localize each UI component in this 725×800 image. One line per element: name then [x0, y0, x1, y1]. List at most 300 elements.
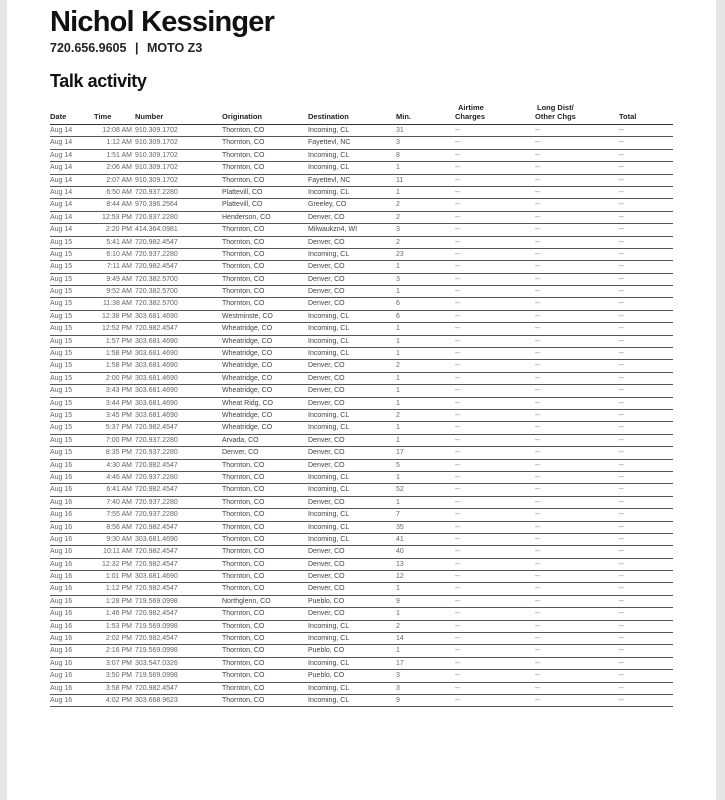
- cell-destination: Incoming, CL: [308, 696, 350, 704]
- cell-date: Aug 16: [50, 610, 73, 618]
- cell-origination: Thornton, CO: [222, 139, 265, 147]
- cell-total: --: [619, 684, 624, 692]
- cell-total: --: [619, 350, 624, 358]
- cell-origination: Thornton, CO: [222, 523, 265, 531]
- cell-number: 303.681.4690: [135, 573, 178, 581]
- table-body: [50, 125, 673, 707]
- cell-airtime-charges: --: [455, 659, 460, 667]
- cell-time: 12:38 PM: [102, 312, 132, 320]
- cell-airtime-charges: --: [455, 449, 460, 457]
- cell-number: 720.982.4547: [135, 238, 178, 246]
- cell-destination: Denver, CO: [308, 461, 345, 469]
- cell-origination: Thornton, CO: [222, 127, 265, 134]
- cell-airtime-charges: --: [455, 696, 460, 704]
- cell-minutes: 2: [396, 411, 400, 419]
- cell-minutes: 41: [396, 535, 404, 543]
- cell-origination: Thornton, CO: [222, 275, 265, 283]
- cell-destination: Incoming, CL: [308, 127, 350, 134]
- cell-destination: Fayettevl, NC: [308, 139, 351, 147]
- cell-origination: Thornton, CO: [222, 672, 265, 680]
- table-row: [50, 162, 673, 174]
- cell-minutes: 3: [396, 672, 400, 680]
- cell-minutes: 1: [396, 585, 400, 593]
- cell-date: Aug 15: [50, 300, 73, 308]
- cell-time: 9:49 AM: [106, 275, 132, 283]
- cell-number: 720.982.4547: [135, 684, 178, 692]
- cell-total: --: [619, 696, 624, 704]
- table-row: [50, 683, 673, 695]
- column-header-origination: Origination: [222, 112, 262, 121]
- cell-date: Aug 16: [50, 597, 73, 605]
- cell-origination: Wheatridge, CO: [222, 325, 273, 333]
- cell-origination: Thornton, CO: [222, 696, 265, 704]
- cell-total: --: [619, 188, 624, 196]
- cell-number: 720.982.4547: [135, 325, 178, 333]
- cell-time: 2:00 PM: [105, 374, 132, 382]
- cell-number: 720.982.4547: [135, 523, 178, 531]
- cell-destination: Incoming, CL: [308, 312, 350, 320]
- cell-total: --: [619, 238, 624, 246]
- cell-destination: Incoming, CL: [308, 535, 350, 543]
- cell-origination: Northglenn, CO: [222, 597, 271, 605]
- cell-number: 303.668.9623: [135, 696, 178, 704]
- table-row: [50, 658, 673, 670]
- cell-minutes: 1: [396, 263, 400, 271]
- cell-origination: Thornton, CO: [222, 610, 265, 618]
- cell-total: --: [619, 486, 624, 494]
- cell-time: 5:37 PM: [105, 424, 132, 432]
- cell-airtime-charges: --: [455, 350, 460, 358]
- cell-long-dist-charges: --: [535, 312, 540, 320]
- cell-long-dist-charges: --: [535, 151, 540, 159]
- cell-airtime-charges: --: [455, 473, 460, 481]
- table-row: [50, 274, 673, 286]
- cell-long-dist-charges: --: [535, 498, 540, 506]
- cell-time: 8:56 AM: [106, 523, 132, 531]
- cell-long-dist-charges: --: [535, 263, 540, 271]
- table-row: [50, 224, 673, 236]
- cell-total: --: [619, 597, 624, 605]
- cell-time: 1:51 AM: [106, 151, 132, 159]
- cell-long-dist-charges: --: [535, 201, 540, 209]
- cell-origination: Thornton, CO: [222, 473, 265, 481]
- cell-total: --: [619, 610, 624, 618]
- cell-number: 303.681.4690: [135, 535, 178, 543]
- cell-date: Aug 15: [50, 350, 73, 358]
- cell-destination: Incoming, CL: [308, 325, 350, 333]
- cell-airtime-charges: --: [455, 238, 460, 246]
- cell-time: 1:58 PM: [105, 350, 132, 358]
- cell-airtime-charges: --: [455, 424, 460, 432]
- cell-time: 1:28 PM: [105, 597, 132, 605]
- cell-airtime-charges: --: [455, 573, 460, 581]
- cell-airtime-charges: --: [455, 635, 460, 643]
- cell-origination: Thornton, CO: [222, 560, 265, 568]
- cell-long-dist-charges: --: [535, 610, 540, 618]
- cell-long-dist-charges: --: [535, 325, 540, 333]
- cell-destination: Incoming, CL: [308, 635, 350, 643]
- cell-minutes: 11: [396, 176, 404, 184]
- table-row: [50, 695, 673, 707]
- cell-total: --: [619, 399, 624, 407]
- cell-airtime-charges: --: [455, 622, 460, 630]
- cell-destination: Incoming, CL: [308, 424, 350, 432]
- cell-destination: Denver, CO: [308, 560, 345, 568]
- cell-airtime-charges: --: [455, 523, 460, 531]
- cell-destination: Incoming, CL: [308, 523, 350, 531]
- cell-destination: Denver, CO: [308, 288, 345, 296]
- cell-minutes: 1: [396, 387, 400, 395]
- table-row: [50, 534, 673, 546]
- table-row: [50, 298, 673, 310]
- cell-time: 1:01 PM: [105, 573, 132, 581]
- cell-destination: Denver, CO: [308, 362, 345, 370]
- cell-date: Aug 14: [50, 188, 73, 196]
- cell-time: 7:40 AM: [106, 498, 132, 506]
- column-header-time: Time: [94, 112, 112, 121]
- cell-total: --: [619, 523, 624, 531]
- cell-long-dist-charges: --: [535, 411, 540, 419]
- cell-date: Aug 16: [50, 659, 73, 667]
- cell-number: 303.681.4690: [135, 411, 178, 419]
- cell-airtime-charges: --: [455, 411, 460, 419]
- cell-total: --: [619, 659, 624, 667]
- cell-airtime-charges: --: [455, 387, 460, 395]
- cell-origination: Plattevill, CO: [222, 201, 263, 209]
- cell-time: 4:02 PM: [105, 696, 132, 704]
- cell-long-dist-charges: --: [535, 548, 540, 556]
- cell-destination: Incoming, CL: [308, 337, 350, 345]
- cell-destination: Denver, CO: [308, 238, 345, 246]
- cell-total: --: [619, 139, 624, 147]
- cell-destination: Incoming, CL: [308, 684, 350, 692]
- cell-date: Aug 16: [50, 672, 73, 680]
- cell-time: 6:41 AM: [106, 486, 132, 494]
- cell-origination: Denver, CO: [222, 449, 259, 457]
- cell-minutes: 1: [396, 288, 400, 296]
- cell-time: 1:53 PM: [105, 622, 132, 630]
- cell-total: --: [619, 250, 624, 258]
- cell-time: 1:58 PM: [105, 362, 132, 370]
- cell-date: Aug 16: [50, 523, 73, 531]
- cell-total: --: [619, 473, 624, 481]
- cell-long-dist-charges: --: [535, 362, 540, 370]
- cell-total: --: [619, 226, 624, 234]
- cell-date: Aug 16: [50, 511, 73, 519]
- cell-date: Aug 14: [50, 201, 73, 209]
- cell-number: 719.569.0998: [135, 672, 178, 680]
- cell-time: 1:12 PM: [105, 585, 132, 593]
- table-row: [50, 398, 673, 410]
- cell-destination: Denver, CO: [308, 263, 345, 271]
- cell-total: --: [619, 548, 624, 556]
- cell-long-dist-charges: --: [535, 535, 540, 543]
- cell-date: Aug 16: [50, 684, 73, 692]
- table-row: [50, 410, 673, 422]
- cell-total: --: [619, 288, 624, 296]
- cell-number: 720.937.2280: [135, 213, 178, 221]
- table-row: [50, 336, 673, 348]
- cell-time: 3:07 PM: [105, 659, 132, 667]
- cell-time: 3:43 PM: [105, 387, 132, 395]
- cell-long-dist-charges: --: [535, 164, 540, 172]
- cell-number: 720.982.4547: [135, 635, 178, 643]
- cell-long-dist-charges: --: [535, 511, 540, 519]
- cell-time: 2:02 PM: [105, 635, 132, 643]
- table-row: [50, 373, 673, 385]
- cell-date: Aug 15: [50, 325, 73, 333]
- cell-date: Aug 15: [50, 399, 73, 407]
- cell-airtime-charges: --: [455, 127, 460, 134]
- cell-number: 720.982.4547: [135, 560, 178, 568]
- cell-date: Aug 14: [50, 176, 73, 184]
- cell-total: --: [619, 498, 624, 506]
- cell-date: Aug 16: [50, 635, 73, 643]
- cell-number: 303.547.0326: [135, 659, 178, 667]
- cell-time: 6:10 AM: [106, 250, 132, 258]
- cell-long-dist-charges: --: [535, 486, 540, 494]
- cell-number: 720.982.4547: [135, 424, 178, 432]
- cell-destination: Denver, CO: [308, 498, 345, 506]
- cell-airtime-charges: --: [455, 647, 460, 655]
- cell-total: --: [619, 164, 624, 172]
- cell-long-dist-charges: --: [535, 424, 540, 432]
- cell-airtime-charges: --: [455, 139, 460, 147]
- cell-origination: Wheatridge, CO: [222, 362, 273, 370]
- cell-minutes: 1: [396, 424, 400, 432]
- cell-long-dist-charges: --: [535, 275, 540, 283]
- cell-time: 11:38 AM: [102, 300, 132, 308]
- cell-origination: Wheatridge, CO: [222, 411, 273, 419]
- cell-date: Aug 15: [50, 288, 73, 296]
- cell-date: Aug 16: [50, 486, 73, 494]
- cell-total: --: [619, 127, 624, 134]
- cell-time: 12:08 AM: [102, 127, 132, 134]
- cell-long-dist-charges: --: [535, 213, 540, 221]
- cell-airtime-charges: --: [455, 176, 460, 184]
- cell-long-dist-charges: --: [535, 300, 540, 308]
- long-dist-line-1: Long Dist/: [537, 103, 574, 112]
- cell-long-dist-charges: --: [535, 560, 540, 568]
- table-row: [50, 187, 673, 199]
- cell-total: --: [619, 362, 624, 370]
- cell-number: 719.569.0998: [135, 647, 178, 655]
- column-header-long-dist: [535, 103, 576, 121]
- cell-minutes: 7: [396, 511, 400, 519]
- cell-destination: Denver, CO: [308, 399, 345, 407]
- cell-destination: Denver, CO: [308, 548, 345, 556]
- cell-date: Aug 15: [50, 449, 73, 457]
- cell-time: 2:16 PM: [105, 647, 132, 655]
- cell-total: --: [619, 647, 624, 655]
- cell-airtime-charges: --: [455, 597, 460, 605]
- cell-origination: Thornton, CO: [222, 635, 265, 643]
- cell-airtime-charges: --: [455, 374, 460, 382]
- cell-destination: Incoming, CL: [308, 486, 350, 494]
- cell-airtime-charges: --: [455, 436, 460, 444]
- cell-number: 720.937.2280: [135, 436, 178, 444]
- cell-origination: Thornton, CO: [222, 164, 265, 172]
- cell-destination: Incoming, CL: [308, 622, 350, 630]
- cell-date: Aug 15: [50, 362, 73, 370]
- cell-long-dist-charges: --: [535, 473, 540, 481]
- cell-minutes: 17: [396, 659, 404, 667]
- section-title: Talk activity: [50, 71, 147, 91]
- cell-long-dist-charges: --: [535, 350, 540, 358]
- cell-origination: Wheat Ridg, CO: [222, 399, 273, 407]
- cell-total: --: [619, 387, 624, 395]
- cell-minutes: 1: [396, 399, 400, 407]
- cell-long-dist-charges: --: [535, 226, 540, 234]
- cell-long-dist-charges: --: [535, 585, 540, 593]
- cell-origination: Thornton, CO: [222, 151, 265, 159]
- cell-number: 720.382.5700: [135, 300, 178, 308]
- table-row: [50, 546, 673, 558]
- cell-origination: Thornton, CO: [222, 461, 265, 469]
- cell-minutes: 2: [396, 238, 400, 246]
- cell-airtime-charges: --: [455, 288, 460, 296]
- cell-minutes: 17: [396, 449, 404, 457]
- cell-minutes: 1: [396, 374, 400, 382]
- cell-time: 9:30 AM: [106, 535, 132, 543]
- table-row: [50, 435, 673, 447]
- cell-time: 2:20 PM: [105, 226, 132, 234]
- table-row: [50, 125, 673, 137]
- cell-origination: Arvada, CO: [222, 436, 259, 444]
- cell-total: --: [619, 635, 624, 643]
- cell-number: 720.982.4547: [135, 461, 178, 469]
- cell-minutes: 9: [396, 696, 400, 704]
- talk-activity-table: [50, 98, 673, 707]
- cell-number: 719.569.0998: [135, 597, 178, 605]
- cell-time: 12:52 PM: [102, 325, 132, 333]
- cell-date: Aug 16: [50, 573, 73, 581]
- cell-destination: Pueblo, CO: [308, 647, 345, 655]
- table-row: [50, 150, 673, 162]
- cell-date: Aug 16: [50, 535, 73, 543]
- cell-number: 303.681.4690: [135, 362, 178, 370]
- cell-total: --: [619, 424, 624, 432]
- cell-long-dist-charges: --: [535, 597, 540, 605]
- cell-total: --: [619, 151, 624, 159]
- cell-airtime-charges: --: [455, 585, 460, 593]
- cell-origination: Thornton, CO: [222, 498, 265, 506]
- cell-date: Aug 15: [50, 374, 73, 382]
- cell-total: --: [619, 275, 624, 283]
- cell-origination: Thornton, CO: [222, 548, 265, 556]
- cell-minutes: 3: [396, 684, 400, 692]
- cell-destination: Milwaukzn4, WI: [308, 226, 358, 234]
- cell-origination: Thornton, CO: [222, 263, 265, 271]
- cell-origination: Henderson, CO: [222, 213, 271, 221]
- cell-total: --: [619, 535, 624, 543]
- cell-date: Aug 15: [50, 250, 73, 258]
- cell-date: Aug 16: [50, 548, 73, 556]
- cell-destination: Denver, CO: [308, 275, 345, 283]
- cell-airtime-charges: --: [455, 250, 460, 258]
- cell-total: --: [619, 374, 624, 382]
- cell-minutes: 1: [396, 610, 400, 618]
- cell-long-dist-charges: --: [535, 288, 540, 296]
- cell-date: Aug 15: [50, 238, 73, 246]
- cell-time: 3:50 PM: [105, 672, 132, 680]
- cell-origination: Thornton, CO: [222, 300, 265, 308]
- table-row: [50, 633, 673, 645]
- cell-total: --: [619, 511, 624, 519]
- cell-total: --: [619, 213, 624, 221]
- cell-destination: Denver, CO: [308, 374, 345, 382]
- cell-origination: Westminste, CO: [222, 312, 273, 320]
- cell-origination: Thornton, CO: [222, 535, 265, 543]
- cell-destination: Incoming, CL: [308, 350, 350, 358]
- cell-date: Aug 14: [50, 139, 73, 147]
- cell-minutes: 2: [396, 622, 400, 630]
- cell-minutes: 52: [396, 486, 404, 494]
- cell-number: 910.309.1702: [135, 139, 178, 147]
- cell-date: Aug 16: [50, 647, 73, 655]
- cell-airtime-charges: --: [455, 362, 460, 370]
- cell-long-dist-charges: --: [535, 127, 540, 134]
- cell-minutes: 14: [396, 635, 404, 643]
- cell-time: 2:07 AM: [106, 176, 132, 184]
- column-header-airtime: [455, 103, 485, 121]
- cell-time: 2:06 AM: [106, 164, 132, 172]
- cell-minutes: 5: [396, 461, 400, 469]
- cell-minutes: 1: [396, 337, 400, 345]
- cell-time: 4:46 AM: [106, 473, 132, 481]
- cell-number: 720.982.4547: [135, 486, 178, 494]
- cell-date: Aug 15: [50, 337, 73, 345]
- cell-time: 12:53 PM: [102, 213, 132, 221]
- cell-airtime-charges: --: [455, 461, 460, 469]
- cell-airtime-charges: --: [455, 263, 460, 271]
- cell-time: 9:52 AM: [106, 288, 132, 296]
- cell-long-dist-charges: --: [535, 461, 540, 469]
- cell-airtime-charges: --: [455, 226, 460, 234]
- cell-minutes: 1: [396, 164, 400, 172]
- cell-number: 720.982.4547: [135, 585, 178, 593]
- cell-origination: Thornton, CO: [222, 486, 265, 494]
- cell-origination: Wheatridge, CO: [222, 387, 273, 395]
- cell-minutes: 2: [396, 362, 400, 370]
- cell-time: 7:11 AM: [106, 263, 132, 271]
- cell-destination: Denver, CO: [308, 300, 345, 308]
- cell-destination: Incoming, CL: [308, 511, 350, 519]
- cell-minutes: 8: [396, 151, 400, 159]
- cell-total: --: [619, 201, 624, 209]
- cell-destination: Pueblo, CO: [308, 672, 345, 680]
- cell-origination: Wheatridge, CO: [222, 374, 273, 382]
- cell-date: Aug 16: [50, 498, 73, 506]
- table-row: [50, 249, 673, 261]
- cell-origination: Thornton, CO: [222, 659, 265, 667]
- cell-origination: Thornton, CO: [222, 238, 265, 246]
- table-row: [50, 447, 673, 459]
- cell-number: 970.396.2564: [135, 201, 178, 209]
- cell-number: 414.364.0981: [135, 226, 178, 234]
- table-row: [50, 522, 673, 534]
- cell-date: Aug 14: [50, 127, 73, 134]
- cell-destination: Greeley, CO: [308, 201, 347, 209]
- table-header: [50, 98, 673, 125]
- cell-minutes: 1: [396, 325, 400, 333]
- cell-airtime-charges: --: [455, 337, 460, 345]
- cell-minutes: 3: [396, 139, 400, 147]
- cell-time: 6:50 AM: [106, 188, 132, 196]
- cell-number: 303.681.4690: [135, 312, 178, 320]
- cell-date: Aug 14: [50, 164, 73, 172]
- cell-destination: Incoming, CL: [308, 164, 350, 172]
